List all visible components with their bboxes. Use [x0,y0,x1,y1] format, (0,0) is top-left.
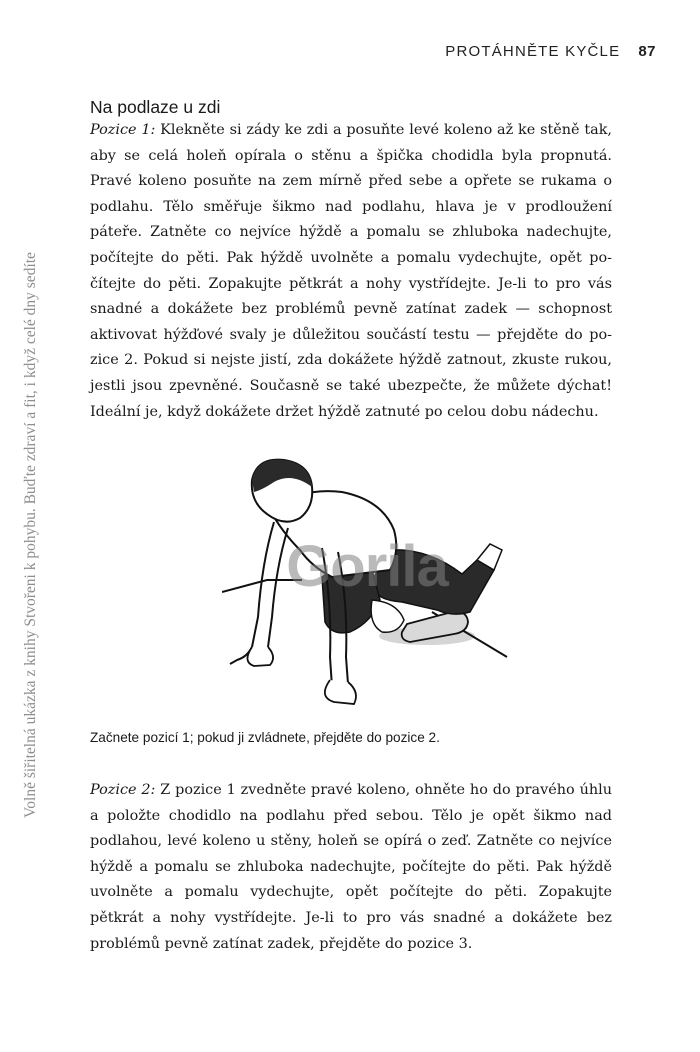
chapter-title: PROTÁHNĚTE KYČLE [445,43,621,60]
figure-caption: Začnete pozicí 1; pokud ji zvládnete, přejděte do pozice 2. [90,730,440,745]
publisher-watermark: Gorila [286,534,448,599]
paragraph-label: Pozice 1: [90,122,156,138]
exercise-illustration [222,452,512,717]
running-head [445,43,656,60]
section-heading: Na podlaze u zdi [90,97,221,117]
page-number: 87 [638,43,656,60]
paragraph-position-2 [90,778,612,957]
paragraph-text: Klekněte si zády ke zdi a posuňte levé koleno až ke stěně tak, aby se celá holeň opírala o stěnu a špička chodidla byla propnutá. Pravé koleno posuňte na zem mírně před sebe a opřete se rukama o podlahu. Tělo směřuje šikmo nad podlahu, hlava je v prodloužení páteře. Zatněte co nejvíce hýždě a pomalu se zhluboka nadechujte, počítejte do pěti. Pak hýždě uvolněte a pomalu vydechujte, opět počítejte do pěti. Zopakujte pětkrát a nohy vystřídejte. Je-li to pro vás snadné a dokážete bez problémů pevně zatínat zadek — schopnost aktivovat hýžďové svaly je důležitou součástí testu — přejděte do pozice 2. Pokud si nejste jistí, zda dokážete hýždě zatnout, zkuste rukou, jestli jsou zpevněné. Současně se také ubezpečte, že můžete dýchat! Ideální je, když dokážete držet hýždě zatnuté po celou dobu nádechu. [90,122,612,420]
side-note: Volně šiřitelná ukázka z knihy Stvořeni k pohybu. Buďte zdraví a fit, i když celé dny sedíte [22,252,39,818]
paragraph-position-1 [90,118,612,425]
paragraph-text: Z pozice 1 zvedněte pravé koleno, ohněte ho do pravého úhlu a položte chodidlo na podlahu před sebou. Tělo je opět šikmo nad podlahou, levé koleno u stěny, holeň se opírá o zeď. Zatněte co nejvíce hýždě a pomalu se zhluboka nadechujte, počítejte do pěti. Pak hýždě uvolněte a pomalu vydechujte, opět počítejte do pěti. Zopakujte pětkrát a nohy vystřídejte. Je-li to pro vás snadné a dokážete bez problémů pevně zatínat zadek, přejděte do pozice 3. [90,782,612,952]
paragraph-label: Pozice 2: [90,782,156,798]
